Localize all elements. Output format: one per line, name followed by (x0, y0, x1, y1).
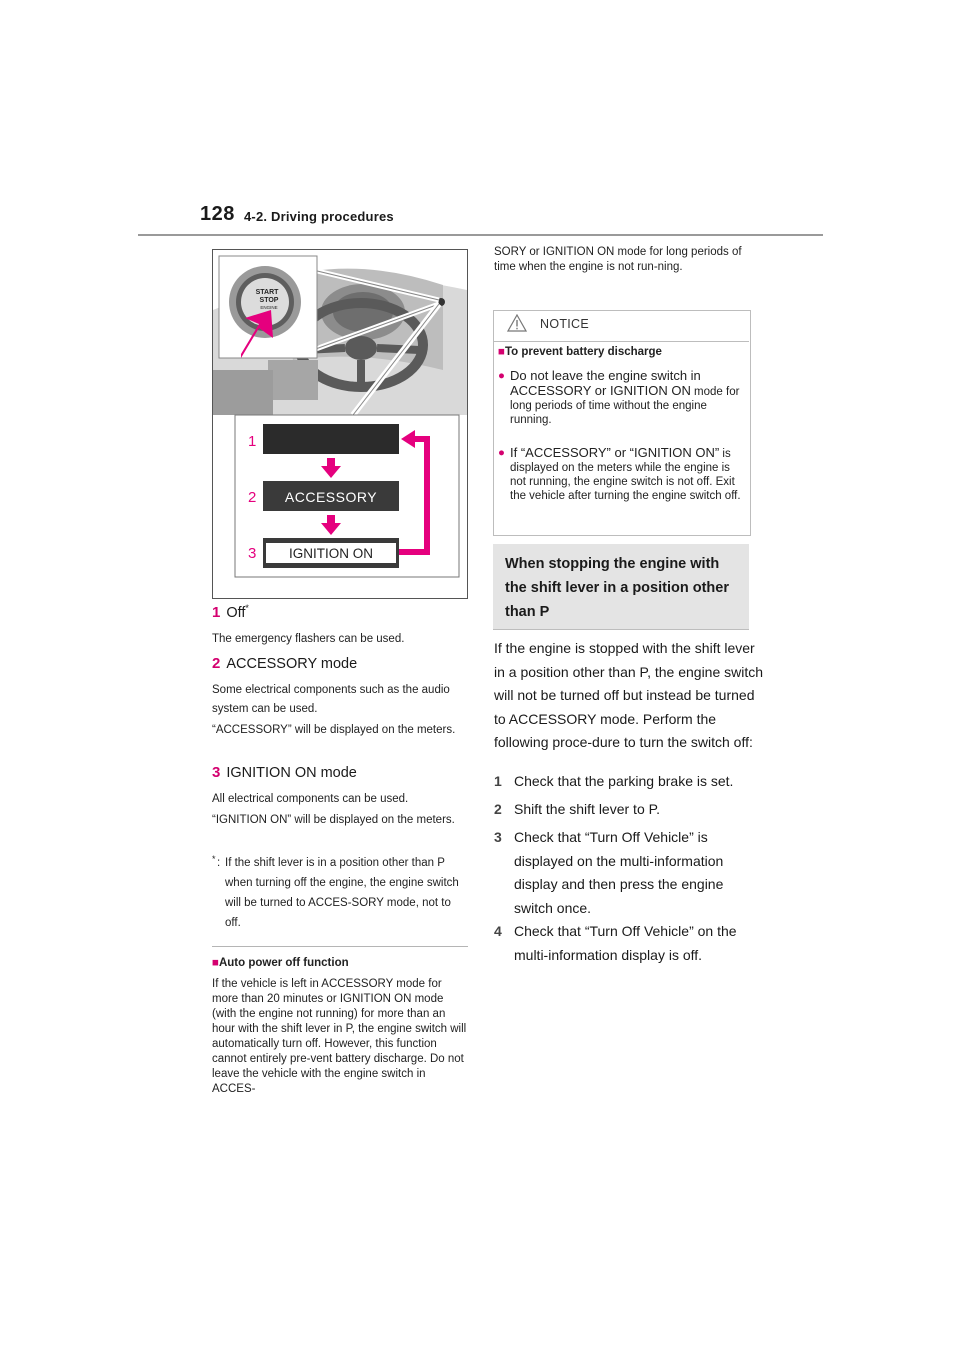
mode-number-3: 3 (248, 545, 257, 562)
step-3-meters-note: “IGNITION ON” will be displayed on the meters. (212, 814, 455, 826)
bullet-dot-icon: ● (498, 447, 505, 459)
page-number: 128 (200, 203, 235, 225)
mode-number-1: 1 (248, 433, 257, 450)
step-number: 3 (212, 764, 221, 781)
step-1-heading (212, 603, 249, 621)
body-paragraph: If the engine is stopped with the shift lever in a position other than P, the engine switch will not be turned off but instead be turned to ACCESSORY mode. Perform the following proce-dure to turn the switch off: (494, 640, 764, 750)
mode-number-2: 2 (248, 489, 257, 506)
footnote: * : If the shift lever is in a position other than P when turning off the engine, the engine switch will be turned to ACCES-SORY mode, not to off. (212, 853, 468, 933)
mode-accessory-label: ACCESSORY (284, 489, 378, 505)
square-bullet-icon: ■ (498, 346, 505, 358)
auto-power-off-text: If the vehicle is left in ACCESSORY mode for more than 20 minutes or IGNITION ON mode (with the engine not running) for more than an hour with the shift lever in P, the engine switch will automatically turn off. However, this function cannot entirely pre-vent battery discharge. Do not leave the vehicle with the engine switch in ACCES- (212, 978, 467, 1095)
notice-bullet-2 (498, 446, 744, 503)
footnote-text: If the shift lever is in a position other than P when turning off the engine, the engine switch will be turned to ACCES-SORY mode, not to off. (225, 857, 459, 929)
step-text: Shift the shift lever to P. (514, 801, 661, 817)
notice-subheading-text: To prevent battery discharge (504, 346, 662, 358)
header-divider (138, 234, 823, 236)
auto-power-off-title: Auto power off function (218, 957, 349, 969)
step-label: Off (226, 604, 246, 621)
step-text: Check that the parking brake is set. (514, 773, 734, 789)
step-number: 4 (494, 923, 502, 939)
continued-text: SORY or IGNITION ON mode for long periods of time when the engine is not run-ning. (494, 246, 742, 273)
step-text: Check that “Turn Off Vehicle” is displayed on the multi-information display and then press the engine switch once. (514, 829, 724, 916)
bullet-dot-icon: ● (498, 370, 505, 382)
section-divider (212, 946, 468, 947)
notice-header (493, 310, 749, 342)
step-label: IGNITION ON mode (226, 765, 357, 781)
bullet-1-lead: Do not leave the engine switch in ACCESSORY or IGNITION ON (510, 368, 701, 398)
procedure-step-4 (494, 920, 764, 967)
step-2-heading (212, 655, 357, 672)
footnote-marker: * (212, 854, 216, 864)
bullet-2-rest: is displayed on the meters while the engine is not running, the engine switch is not off. Exit the vehicle after turning the engine switch off. (510, 448, 741, 502)
procedure-step-2 (494, 798, 764, 822)
step-number: 3 (494, 829, 502, 845)
engine-switch-illustration (213, 250, 467, 598)
button-text-engine: ENGINE (260, 305, 278, 310)
footnote-marker: * (245, 603, 249, 613)
step-text: Check that “Turn Off Vehicle” on the multi-information display is off. (514, 923, 737, 963)
mode-ignition-label: IGNITION ON (289, 546, 373, 561)
procedure-step-3 (494, 826, 764, 920)
notice-bullet-1 (498, 369, 744, 427)
auto-power-off-heading (212, 957, 349, 969)
step-label: ACCESSORY mode (226, 656, 358, 672)
step-2-meters-note: “ACCESSORY” will be displayed on the meters. (212, 724, 456, 736)
warning-triangle-icon (507, 314, 527, 332)
notice-subheading (498, 346, 662, 358)
notice-title: NOTICE (540, 317, 590, 331)
step-number: 2 (494, 801, 502, 817)
step-3-heading (212, 764, 357, 781)
step-number: 1 (494, 773, 502, 789)
procedure-step-1 (494, 770, 764, 794)
engine-switch-figure (212, 249, 468, 599)
section-heading: When stopping the engine with the shift lever in a position other than P (505, 556, 729, 620)
step-1-description: The emergency flashers can be used. (212, 633, 405, 645)
square-bullet-icon: ■ (212, 957, 219, 969)
button-text-stop: STOP (259, 297, 279, 304)
step-3-description: All electrical components can be used. (212, 793, 409, 805)
section-title: 4-2. Driving procedures (244, 209, 394, 224)
step-number: 1 (212, 603, 221, 621)
bullet-2-lead: If “ACCESSORY” or “IGNITION ON” (510, 445, 720, 460)
button-text-start: START (255, 289, 279, 296)
step-number: 2 (212, 655, 221, 672)
mode-off-bar (263, 424, 399, 454)
bullet-1-rest: mode for long periods of time without the engine running. (510, 386, 740, 426)
step-2-description: Some electrical components such as the audio system can be used. (212, 684, 450, 715)
